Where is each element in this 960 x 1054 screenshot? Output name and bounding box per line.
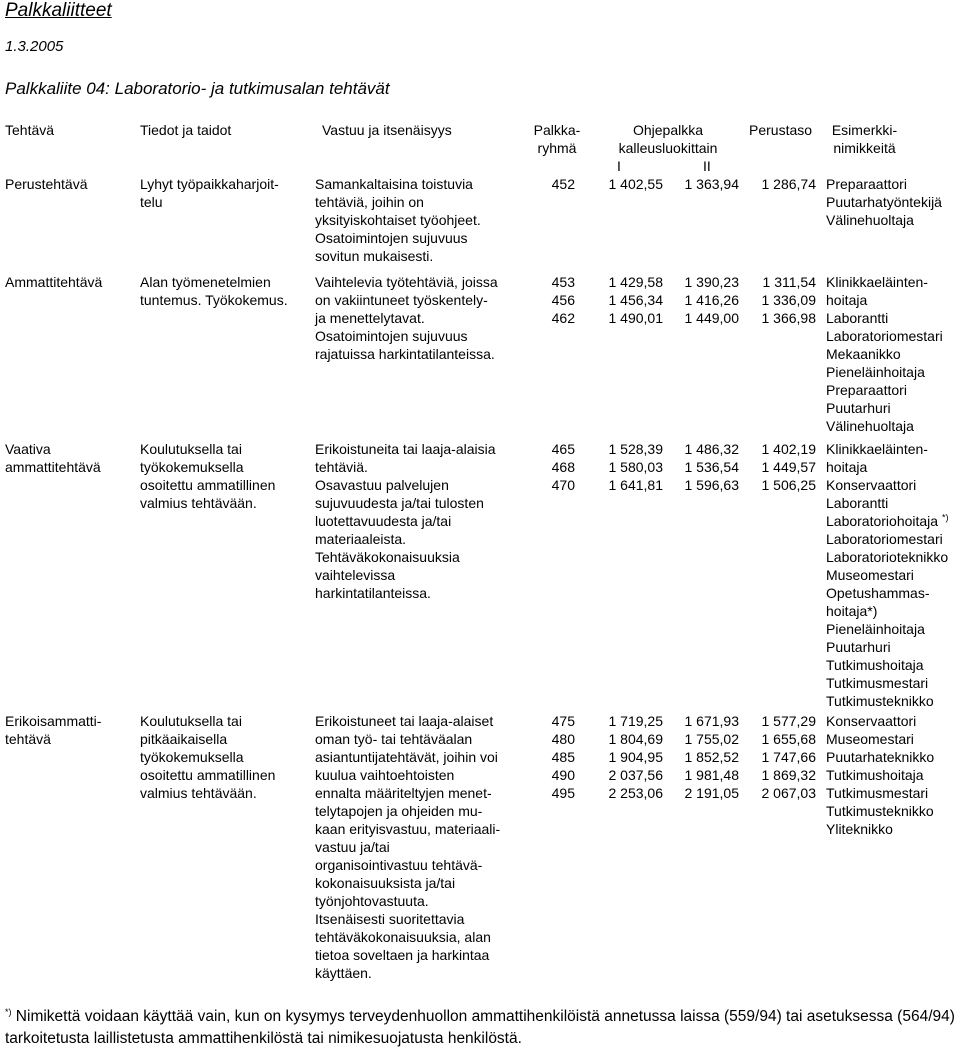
header-vastuu: Vastuu ja itsenäisyys (322, 122, 452, 138)
header-esimerkki: Esimerkki- nimikkeitä (831, 122, 898, 156)
document-subtitle: Palkkaliite 04: Laboratorio- ja tutkimusalan tehtävät (5, 79, 390, 98)
row-ammatti-k2: 1 390,23 1 416,26 1 449,00 (684, 274, 739, 326)
header-class-1: I (617, 158, 621, 174)
footnote-marker: *) (941, 512, 949, 523)
row-erikois-vastuu: Erikoistuneet tai laaja-alaiset oman työ- tai tehtäväalan asiantuntijatehtävät, joihin voi kuulua vaihtoehtoisten ennalta määriteltyjen menet- telytapojen ja ohjeiden mu- kaan erityisvastuu, materiaali- vastuu ja/tai organisointivastuu tehtävä- kokonaisuuksista ja/tai työnjohtovastuuta. Itsenäisesti suoritettavia tehtäväkokonaisuuksia, alan tietoa soveltaen ja harkintaa käyttäen. (315, 713, 501, 981)
row-vaativa-k1: 1 528,39 1 580,03 1 641,81 (608, 441, 663, 493)
row-vaativa-k2: 1 486,32 1 536,54 1 596,63 (684, 441, 739, 493)
header-class-2: II (703, 158, 711, 174)
footnote (5, 1006, 955, 1050)
row-vaativa-perustaso: 1 402,19 1 449,57 1 506,25 (761, 441, 816, 493)
row-erikois-perustaso: 1 577,29 1 655,68 1 747,66 1 869,32 2 067,03 (761, 713, 816, 801)
row-ammatti-k1: 1 429,58 1 456,34 1 490,01 (608, 274, 663, 326)
row-perustehtava-k2: 1 363,94 (684, 176, 739, 192)
row-vaativa-ryhma: 465 468 470 (551, 441, 575, 493)
row-erikois-nimikkeet: Konservaattori Museomestari Puutarhateknikko Tutkimushoitaja Tutkimusmestari Tutkimusteknikko Yliteknikko (826, 713, 935, 837)
row-vaativa-nimikkeet (826, 440, 948, 710)
row-perustehtava-tehtava: Perustehtävä (5, 176, 88, 192)
row-perustehtava-perustaso: 1 286,74 (761, 176, 816, 192)
row-vaativa-tiedot: Koulutuksella tai työkokemuksella osoitettu ammatillinen valmius tehtävään. (140, 441, 276, 511)
row-ammatti-perustaso: 1 311,54 1 336,09 1 366,98 (761, 274, 816, 326)
row-perustehtava-ryhma: 452 (551, 176, 575, 192)
page-title: Palkkaliitteet (5, 0, 112, 21)
row-ammatti-tiedot: Alan työmenetelmien tuntemus. Työkokemus. (140, 274, 288, 308)
row-ammatti-vastuu: Vaihtelevia työtehtäviä, joissa on vakiintuneet työskentely- ja menettelytavat. Osatoimintojen sujuvuus rajatuissa harkintatilanteissa. (315, 274, 498, 362)
row-ammatti-nimikkeet: Klinikkaeläinten- hoitaja Laborantti Laboratoriomestari Mekaanikko Pieneläinhoitaja Preparaattori Puutarhuri Välinehuoltaja (826, 274, 943, 434)
header-palkkaryhma: Palkka- ryhmä (533, 122, 581, 156)
row-erikois-ryhma: 475 480 485 490 495 (551, 713, 575, 801)
row-ammatti-tehtava: Ammattitehtävä (5, 274, 103, 290)
footnote-mark: *) (5, 1006, 12, 1017)
header-perustaso: Perustaso (749, 122, 813, 138)
row-perustehtava-tiedot: Lyhyt työpaikkaharjoit- telu (140, 176, 279, 210)
row-perustehtava-vastuu: Samankaltaisina toistuvia tehtäviä, joihin on yksityiskohtaiset työohjeet. Osatoimintojen sujuvuus sovitun mukaisesti. (315, 176, 481, 264)
row-erikois-tiedot: Koulutuksella tai pitkäaikaisella työkokemuksella osoitettu ammatillinen valmius tehtävään. (140, 713, 276, 801)
row-erikois-tehtava: Erikoisammatti- tehtävä (5, 713, 102, 747)
row-ammatti-ryhma: 453 456 462 (551, 274, 575, 326)
document-date: 1.3.2005 (5, 38, 64, 55)
row-perustehtava-nimikkeet: Preparaattori Puutarhatyöntekijä Välinehuoltaja (826, 176, 942, 228)
header-tiedot: Tiedot ja taidot (140, 122, 232, 138)
row-vaativa-nimikkeet-b: Laboratoriomestari Laboratorioteknikko Museomestari Opetushammas- hoitaja*) Pieneläinhoitaja Puutarhuri Tutkimushoitaja Tutkimusmestari Tutkimusteknikko (826, 531, 949, 709)
row-vaativa-nimikkeet-a: Klinikkaeläinten- hoitaja Konservaattori Laborantti Laboratoriohoitaja (826, 441, 939, 529)
row-perustehtava-k1: 1 402,55 (608, 176, 663, 192)
header-tehtava: Tehtävä (5, 122, 55, 138)
row-erikois-k1: 1 719,25 1 804,69 1 904,95 2 037,56 2 253,06 (608, 713, 663, 801)
header-ohjepalkka: Ohjepalkka kalleusluokittain (618, 122, 718, 156)
footnote-text: Nimikettä voidaan käyttää vain, kun on kysymys terveydenhuollon ammattihenkilöistä annetussa laissa (559/94) tai asetuksessa (564/94) tarkoitetusta laillistetusta ammattihenkilöstä tai nimikesuojatusta henkilöstä. (5, 1008, 955, 1047)
row-erikois-k2: 1 671,93 1 755,02 1 852,52 1 981,48 2 191,05 (684, 713, 739, 801)
row-vaativa-tehtava: Vaativa ammattitehtävä (5, 441, 101, 475)
row-vaativa-vastuu: Erikoistuneita tai laaja-alaisia tehtäviä. Osavastuu palvelujen sujuvuudesta ja/tai tulosten luotettavuudesta ja/tai materiaaleista. Tehtäväkokonaisuuksia vaihtelevissa harkintatilanteissa. (315, 441, 496, 601)
